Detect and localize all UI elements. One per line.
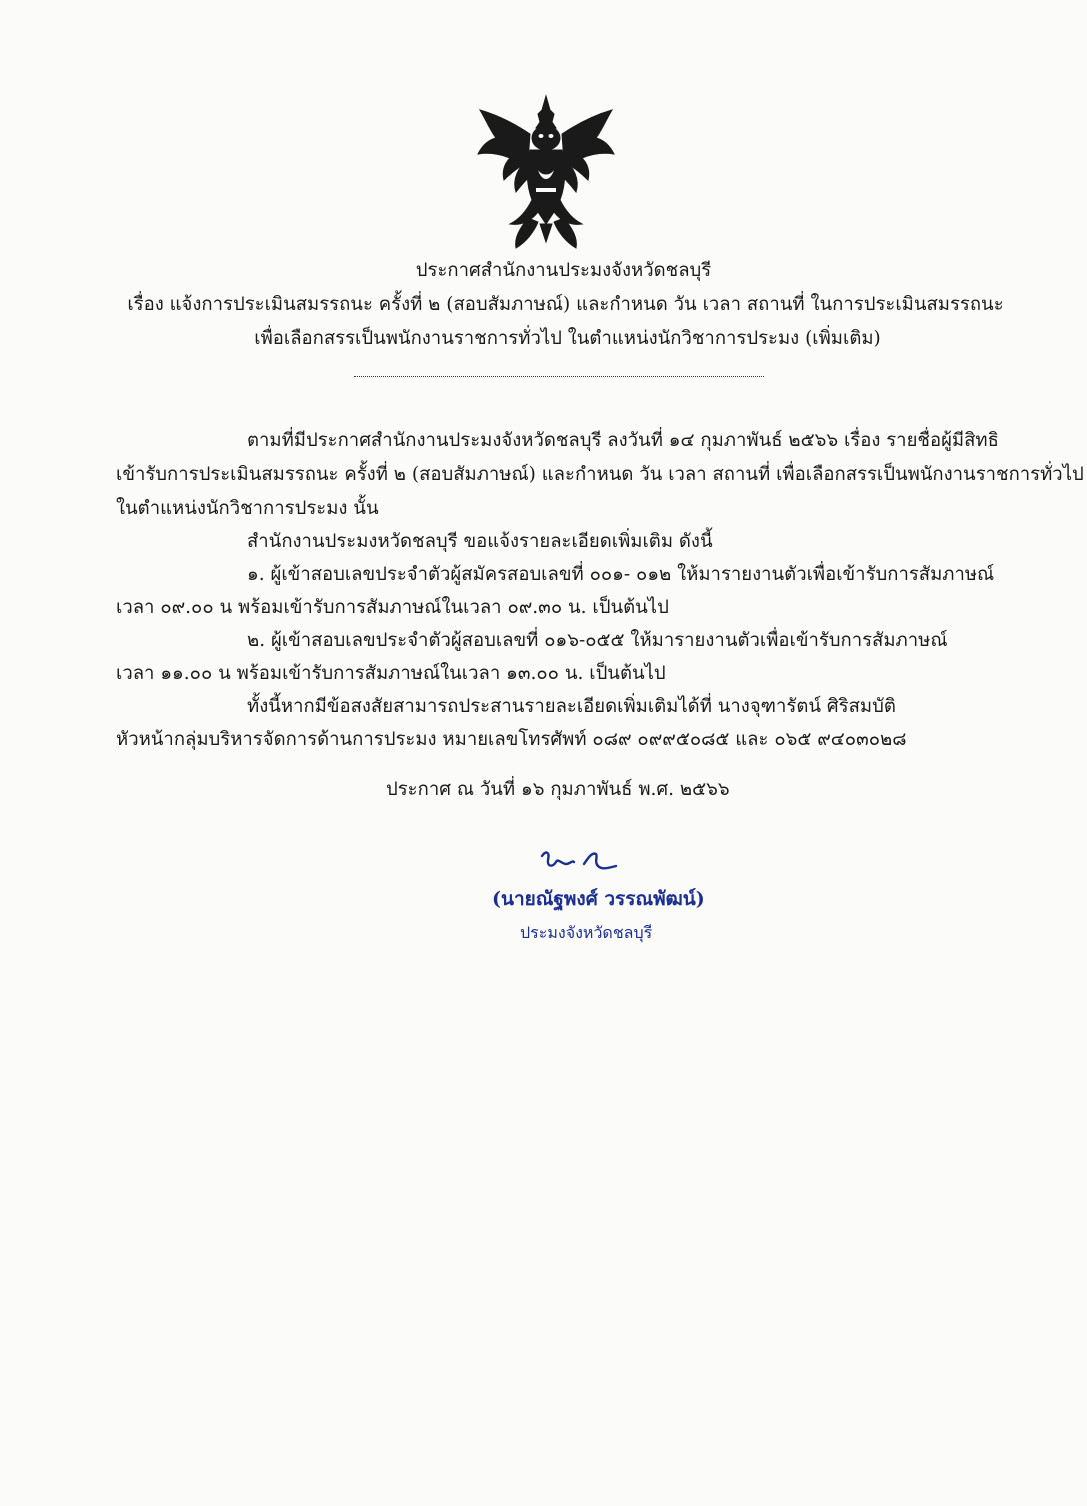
announcement-purpose: เพื่อเลือกสรรเป็นพนักงานราชการทั่วไป ในตำแหน่งนักวิชาการประมง (เพิ่มเติม)	[254, 328, 881, 349]
item-2-line-2: เวลา ๑๑.๐๐ น พร้อมเข้ารับการสัมภาษณ์ในเวลา ๑๓.๐๐ น. เป็นต้นไป	[116, 663, 666, 684]
intro-line-2: เข้ารับการประเมินสมรรถนะ ครั้งที่ ๒ (สอบสัมภาษณ์) และกำหนด วัน เวลา สถานที่ เพื่อเลือกสรรเป็นพนักงานราชการทั่วไป	[116, 464, 1084, 485]
garuda-emblem-icon	[472, 92, 620, 252]
contact-line-2: หัวหน้ากลุ่มบริหารจัดการด้านการประมง หมายเลขโทรศัพท์ ๐๘๙ ๐๙๙๕๐๘๕ และ ๐๖๕ ๙๔๐๓๐๒๘	[116, 729, 907, 750]
signer-name: (นายณัฐพงศ์ วรรณพัฒน์)	[492, 888, 705, 910]
item-2-line-1: ๒. ผู้เข้าสอบเลขประจำตัวผู้สอบเลขที่ ๐๑๖-๐๕๕ ให้มารายงานตัวเพื่อเข้ารับการสัมภาษณ์	[247, 630, 948, 651]
item-1-line-2: เวลา ๐๙.๐๐ น พร้อมเข้ารับการสัมภาษณ์ในเวลา ๐๙.๓๐ น. เป็นต้นไป	[116, 597, 669, 618]
signature-icon	[538, 846, 620, 878]
contact-line-1: ทั้งนี้หากมีข้อสงสัยสามารถประสานรายละเอียดเพิ่มเติมได้ที่ นางจุฑารัตน์ ศิริสมบัติ	[247, 696, 896, 717]
announcement-subject: เรื่อง แจ้งการประเมินสมรรถนะ ครั้งที่ ๒ (สอบสัมภาษณ์) และกำหนด วัน เวลา สถานที่ ในการประเมินสมรรถนะ	[127, 294, 1004, 315]
intro-line-1: ตามที่มีประกาศสำนักงานประมงจังหวัดชลบุรี ลงวันที่ ๑๔ กุมภาพันธ์ ๒๕๖๖ เรื่อง รายชื่อผู้มีสิทธิ	[247, 430, 999, 451]
item-1-line-1: ๑. ผู้เข้าสอบเลขประจำตัวผู้สมัครสอบเลขที่ ๐๐๑- ๐๑๒ ให้มารายงานตัวเพื่อเข้ารับการสัมภาษณ์	[247, 564, 995, 585]
intro-line-3: ในตำแหน่งนักวิชาการประมง นั้น	[116, 498, 379, 519]
announcement-date: ประกาศ ณ วันที่ ๑๖ กุมภาพันธ์ พ.ศ. ๒๕๖๖	[386, 779, 730, 800]
dotted-divider	[354, 376, 764, 377]
notice-line: สำนักงานประมงหวัดชลบุรี ขอแจ้งรายละเอียดเพิ่มเติม ดังนี้	[247, 531, 713, 552]
announcement-title: ประกาศสำนักงานประมงจังหวัดชลบุรี	[415, 260, 712, 281]
signer-title: ประมงจังหวัดชลบุรี	[520, 923, 653, 942]
